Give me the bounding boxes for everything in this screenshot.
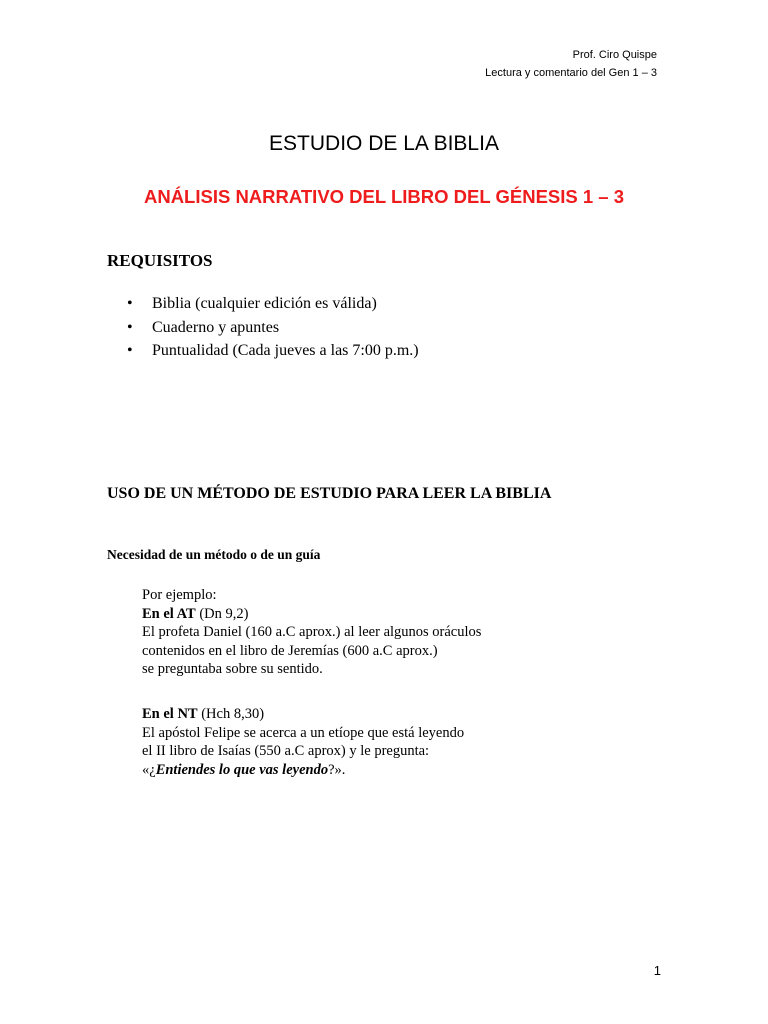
requirement-text: Puntualidad (Cada jueves a las 7:00 p.m.) bbox=[152, 342, 419, 359]
at-label: En el AT bbox=[142, 605, 196, 622]
nt-line: El apóstol Felipe se acerca a un etíope que está leyendo bbox=[142, 724, 465, 741]
bullet-icon: • bbox=[127, 295, 133, 312]
nt-reference-line bbox=[142, 705, 464, 724]
list-item bbox=[0, 339, 419, 363]
requirement-text: Biblia (cualquier edición es válida) bbox=[152, 295, 377, 312]
page-header bbox=[485, 46, 657, 82]
header-author: Prof. Ciro Quispe bbox=[572, 49, 657, 61]
nt-reference: (Hch 8,30) bbox=[197, 706, 265, 722]
document-subtitle: ANÁLISIS NARRATIVO DEL LIBRO DEL GÉNESIS 1 – 3 bbox=[143, 186, 625, 207]
bullet-icon: • bbox=[127, 318, 133, 336]
old-testament-example bbox=[142, 586, 481, 679]
quote-close: ?». bbox=[328, 761, 346, 778]
nt-quote-line bbox=[142, 761, 464, 780]
at-line: contenidos en el libro de Jeremías (600 a.C aprox.) bbox=[142, 642, 438, 659]
at-line: El profeta Daniel (160 a.C aprox.) al leer algunos oráculos bbox=[142, 624, 482, 640]
need-heading: Necesidad de un método o de un guía bbox=[107, 547, 321, 562]
method-heading: USO DE UN MÉTODO DE ESTUDIO PARA LEER LA BIBLIA bbox=[107, 485, 552, 502]
list-item bbox=[0, 292, 419, 316]
new-testament-example bbox=[142, 705, 464, 779]
requirement-text: Cuaderno y apuntes bbox=[152, 318, 280, 336]
bullet-icon: • bbox=[127, 342, 133, 359]
page-number: 1 bbox=[653, 963, 661, 978]
nt-label: En el NT bbox=[142, 706, 198, 722]
example-intro: Por ejemplo: bbox=[142, 587, 217, 603]
header-subtitle: Lectura y comentario del Gen 1 – 3 bbox=[485, 67, 657, 79]
document-title: ESTUDIO DE LA BIBLIA bbox=[269, 132, 499, 155]
at-line: se preguntaba sobre su sentido. bbox=[142, 661, 323, 677]
requirements-heading: REQUISITOS bbox=[107, 251, 213, 270]
at-reference-line bbox=[142, 605, 481, 624]
quote-open: «¿ bbox=[142, 761, 156, 778]
nt-line: el II libro de Isaías (550 a.C aprox) y le pregunta: bbox=[142, 743, 430, 759]
requirements-list bbox=[0, 292, 419, 363]
quote-text: Entiendes lo que vas leyendo bbox=[155, 761, 329, 778]
at-reference: (Dn 9,2) bbox=[195, 605, 249, 622]
list-item bbox=[0, 316, 419, 340]
